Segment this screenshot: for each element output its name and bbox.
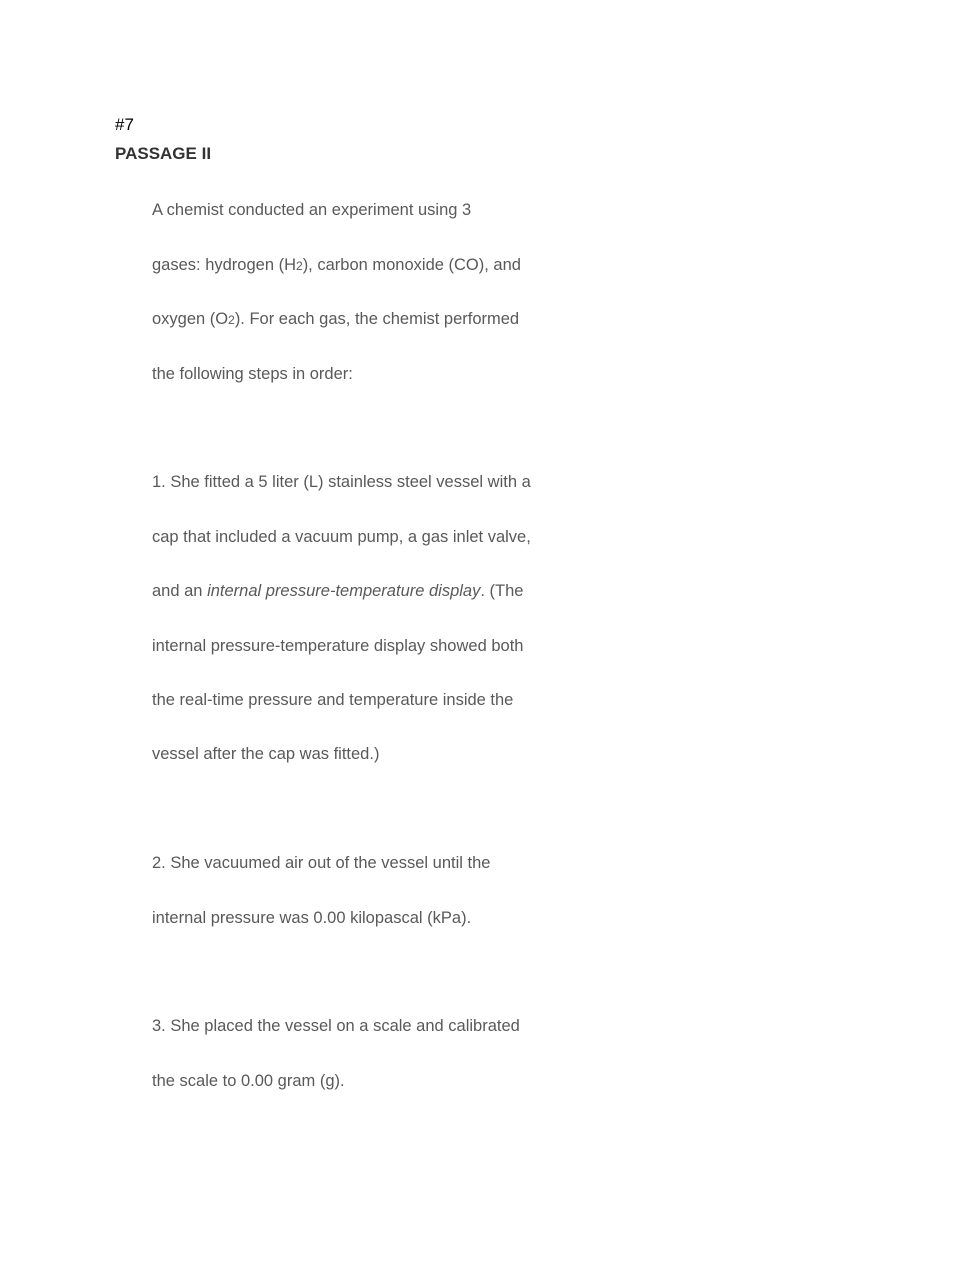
passage-title: PASSAGE II — [115, 144, 212, 163]
step1-line-3-text-a: and an — [152, 582, 208, 600]
intro-line-4: the following steps in order: — [152, 365, 353, 383]
step1-line-2: cap that included a vacuum pump, a gas inlet valve, — [152, 528, 531, 546]
step2-line-1: 2. She vacuumed air out of the vessel until the — [152, 854, 491, 872]
step1-line-3-text-b: . (The — [480, 582, 524, 600]
intro-line-2 — [152, 255, 521, 276]
step1-line-3 — [152, 581, 523, 601]
intro-line-3 — [152, 309, 519, 330]
intro-line-2-text-a: gases: hydrogen (H — [152, 256, 296, 274]
step1-line-6: vessel after the cap was fitted.) — [152, 745, 380, 763]
step3-line-1: 3. She placed the vessel on a scale and calibrated — [152, 1017, 520, 1035]
question-number: #7 — [115, 115, 134, 134]
intro-line-3-text-a: oxygen (O — [152, 310, 229, 328]
intro-line-2-text-b: ), carbon monoxide (CO), and — [302, 256, 521, 274]
intro-line-3-text-b: ). For each gas, the chemist performed — [234, 310, 520, 328]
step2-line-2: internal pressure was 0.00 kilopascal (kPa). — [152, 909, 472, 927]
oxygen-subscript: 2 — [228, 313, 235, 327]
step1-line-5: the real-time pressure and temperature inside the — [152, 691, 514, 709]
step1-italic-term: internal pressure-temperature display — [207, 582, 481, 600]
step3-line-2: the scale to 0.00 gram (g). — [152, 1072, 345, 1090]
intro-line-1: A chemist conducted an experiment using 3 — [152, 201, 472, 219]
step1-line-1: 1. She fitted a 5 liter (L) stainless steel vessel with a — [152, 473, 531, 491]
hydrogen-subscript: 2 — [296, 259, 303, 273]
step1-line-4: internal pressure-temperature display showed both — [152, 637, 524, 655]
